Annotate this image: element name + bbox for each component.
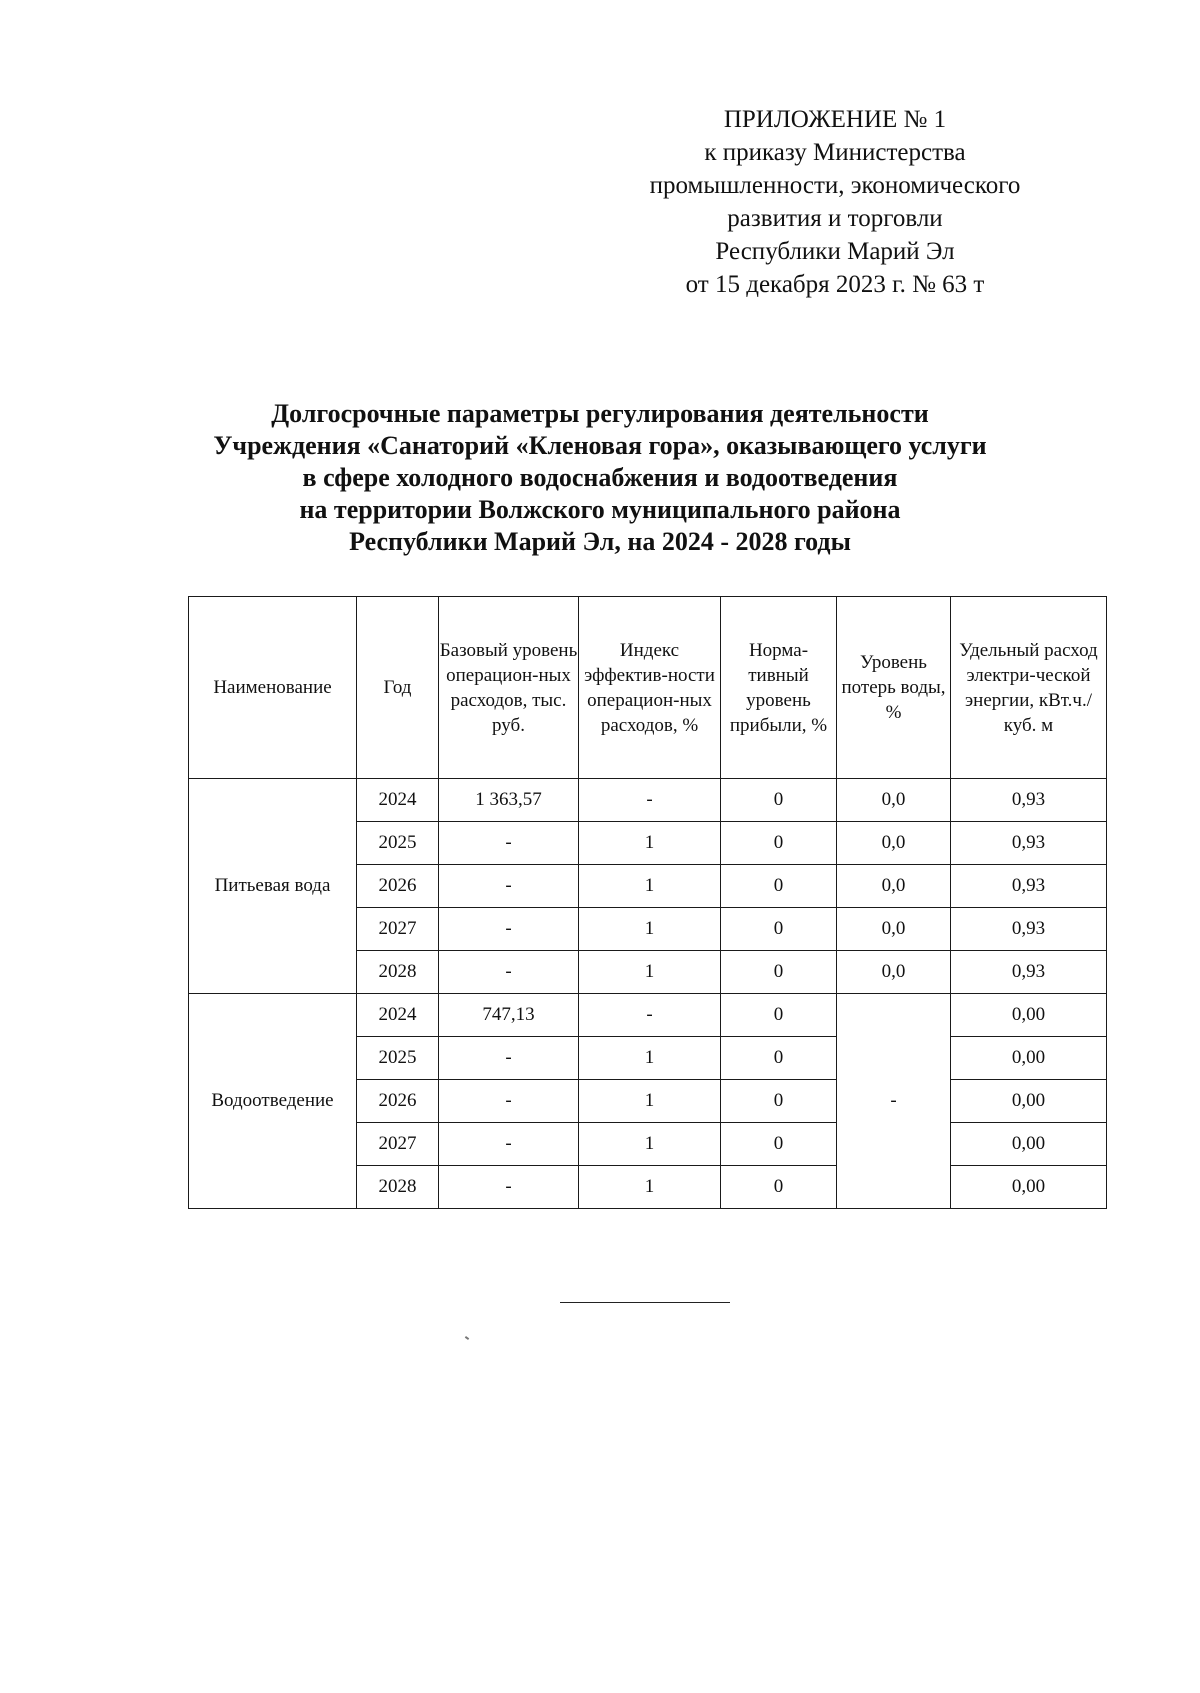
cell-loss: 0,0 [837, 865, 951, 908]
cell-profit: 0 [721, 1037, 837, 1080]
header-profit-level: Норма-тивный уровень прибыли, % [721, 597, 837, 779]
table-header-row [189, 597, 1107, 779]
cell-index: 1 [579, 1037, 721, 1080]
cell-year: 2027 [357, 908, 439, 951]
cell-base: - [439, 951, 579, 994]
cell-base: - [439, 1037, 579, 1080]
cell-year: 2028 [357, 1166, 439, 1209]
header-name: Наименование [189, 597, 357, 779]
cell-index: 1 [579, 822, 721, 865]
appendix-line: развития и торговли [727, 205, 943, 232]
header-year: Год [357, 597, 439, 779]
appendix-line: промышленности, экономического [649, 172, 1021, 199]
cell-loss: 0,0 [837, 779, 951, 822]
cell-year: 2028 [357, 951, 439, 994]
title-line: Долгосрочные параметры регулирования деятельности [271, 399, 929, 428]
cell-profit: 0 [721, 822, 837, 865]
appendix-line: Республики Марий Эл [715, 238, 955, 265]
cell-base: - [439, 1123, 579, 1166]
cell-profit: 0 [721, 1123, 837, 1166]
cell-loss: 0,0 [837, 951, 951, 994]
table-row [189, 994, 1107, 1037]
cell-year: 2026 [357, 865, 439, 908]
cell-year: 2025 [357, 822, 439, 865]
cell-energy: 0,00 [951, 1037, 1107, 1080]
header-efficiency-index: Индекс эффектив-ности операцион-ных расходов, % [579, 597, 721, 779]
cell-year: 2025 [357, 1037, 439, 1080]
cell-energy: 0,93 [951, 865, 1107, 908]
document-title [150, 398, 1050, 558]
cell-index: 1 [579, 951, 721, 994]
cell-energy: 0,00 [951, 1080, 1107, 1123]
cell-energy: 0,93 [951, 779, 1107, 822]
cell-index: 1 [579, 865, 721, 908]
cell-energy: 0,93 [951, 822, 1107, 865]
cell-index: 1 [579, 1123, 721, 1166]
header-energy-consumption: Удельный расход электри-ческой энергии, кВт.ч./куб. м [951, 597, 1107, 779]
cell-profit: 0 [721, 951, 837, 994]
cell-base: - [439, 865, 579, 908]
cell-profit: 0 [721, 1080, 837, 1123]
header-water-loss: Уровень потерь воды, % [837, 597, 951, 779]
group-name-wastewater: Водоотведение [189, 994, 357, 1209]
cell-year: 2024 [357, 994, 439, 1037]
title-line: Республики Марий Эл, на 2024 - 2028 годы [349, 527, 851, 556]
cell-base: - [439, 908, 579, 951]
cell-index: 1 [579, 908, 721, 951]
closing-divider [560, 1302, 730, 1303]
cell-profit: 0 [721, 994, 837, 1037]
table-row [189, 779, 1107, 822]
cell-energy: 0,00 [951, 1123, 1107, 1166]
cell-index: 1 [579, 1080, 721, 1123]
cell-year: 2024 [357, 779, 439, 822]
title-line: в сфере холодного водоснабжения и водоотведения [302, 463, 898, 492]
cell-year: 2026 [357, 1080, 439, 1123]
cell-base: - [439, 1080, 579, 1123]
title-line: Учреждения «Санаторий «Кленовая гора», оказывающего услуги [213, 431, 987, 460]
cell-profit: 0 [721, 779, 837, 822]
cell-index: - [579, 779, 721, 822]
appendix-line: от 15 декабря 2023 г. № 63 т [685, 271, 985, 298]
title-line: на территории Волжского муниципального района [299, 495, 901, 524]
cell-index: 1 [579, 1166, 721, 1209]
appendix-line: ПРИЛОЖЕНИЕ № 1 [723, 106, 947, 133]
group-name-drinking-water: Питьевая вода [189, 779, 357, 994]
appendix-block [595, 103, 1075, 301]
cell-base: 1 363,57 [439, 779, 579, 822]
cell-energy: 0,93 [951, 951, 1107, 994]
header-base-level: Базовый уровень операцион-ных расходов, тыс. руб. [439, 597, 579, 779]
scan-speck [465, 1336, 469, 1340]
cell-profit: 0 [721, 1166, 837, 1209]
cell-loss-merged: - [837, 994, 951, 1209]
cell-year: 2027 [357, 1123, 439, 1166]
cell-energy: 0,00 [951, 1166, 1107, 1209]
parameters-table [188, 596, 1107, 1209]
cell-profit: 0 [721, 908, 837, 951]
cell-index: - [579, 994, 721, 1037]
cell-base: 747,13 [439, 994, 579, 1037]
cell-loss: 0,0 [837, 908, 951, 951]
cell-energy: 0,93 [951, 908, 1107, 951]
cell-base: - [439, 1166, 579, 1209]
cell-loss: 0,0 [837, 822, 951, 865]
cell-profit: 0 [721, 865, 837, 908]
cell-energy: 0,00 [951, 994, 1107, 1037]
cell-base: - [439, 822, 579, 865]
appendix-line: к приказу Министерства [704, 139, 966, 166]
